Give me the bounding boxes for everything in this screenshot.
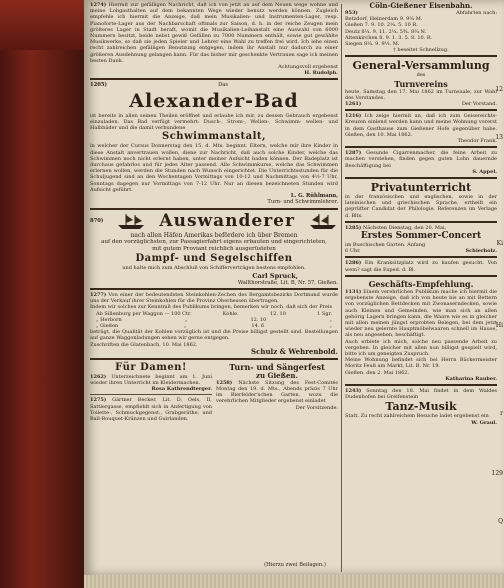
- rail-row: Siegen 8¼. 9. 9½. M.: [345, 41, 400, 48]
- emigrant-title: Auswanderer: [159, 210, 295, 231]
- divider-rule: [90, 394, 212, 395]
- lesson-title: Privatunterricht: [370, 181, 472, 195]
- spine-cover: [0, 0, 88, 50]
- meeting-text: heute, Samstag den 17. Mai 1862 im Turnsaale, zur Wahl des Vorstandes.: [345, 88, 497, 101]
- coal-text2: Indem wir solches zur Kenntniß des Publikums bringen, bemerken wir noch, daß sich der Preis: [90, 304, 333, 311]
- bottom-right-ads: [216, 362, 338, 422]
- business-title: Geschäfts-Empfehlung.: [368, 278, 474, 289]
- meeting-org: Turnvereins: [394, 78, 448, 89]
- coal-row-unit: „: [183, 323, 187, 330]
- concert-title: Erstes Sommer-Concert: [360, 231, 482, 242]
- column-divider: [341, 4, 342, 572]
- private-lesson-ad: [345, 181, 497, 219]
- ad-number: 1131): [345, 288, 362, 295]
- ad-text: Hiermit zur gefälligen Nachricht, daß ich von jetzt an auf dem Neuen wege wohne und meine Lohgasthalten auf dem bekannten Wege wieder benutz werden können. Zugleich empfehle ich hiermit die Anzeige, daß mein Musikalien- und Instrumenten-Lager, resp. Pianoforte-Lager aus der Nachbarschaft oftmals zur Saison, d. h. in der reiche Zeugen mein größeres Lager in Stadt beraft, womit die Musikalien-Leihanstalt eine Auswahl von 6000 Nummern besitzt, beide nebst gewiß Gefällen zu 7000 Nummern enthält, sowie gut gewählte Musikwerke, so daß sie jeden Spieler und Lehrer eine Wahl zu treffen frei wird. Ich lehe einen recht zahlreichen gefälligen Benutzung entgegen, indem ihr Anstalt nur dadurch zu einer größeren Ausdehnung gelangen kann. Für das bisher mir geschenkte Vertrauen sage ich meinen besten Dank.: [90, 2, 338, 64]
- ship-icon: [308, 212, 338, 230]
- coal-row-tail: 1 Sgr.: [317, 310, 332, 317]
- bath-signer: L. G. Rühlmann,: [290, 193, 338, 200]
- festival-text: Nächste Sitzung des Fest-Comités Montag den 19. d. Mts., Abends präzis 7 Uhr im Bierfelder'schen Garten, wozu die verehrlichen Mitglieder ergebenst einladet: [216, 379, 338, 405]
- business-date: Gießen, den 2. Mai 1862.: [345, 369, 410, 376]
- divider-rule: [90, 358, 338, 360]
- emigrant-line4: und halte mich zum Abschluß von Schifferverträgen bestens empfohlen.: [122, 265, 306, 272]
- right-column: [345, 2, 497, 572]
- bottom-ads: [90, 362, 338, 422]
- ad-number: 1287): [345, 150, 362, 157]
- left-column: [90, 2, 338, 572]
- ladies-text: Unterzeichnete beginnt am 1. Juni wieder ihren Unterricht im Kleidermachen.: [90, 373, 212, 387]
- emigrant-big: Dampf- und Segelschiffen: [135, 253, 293, 265]
- sick-text: Ein Kranksitzplatz wird zu kaufen gesucht. Von wem? sagt die Exped. d. Bl.: [345, 260, 497, 273]
- rail-row: Gießen 7. 9. 10. 2¼. 5. 10 R.: [345, 22, 418, 29]
- coal-text3: beträgt, die Qualität der Kohlen vorzüglich ist und die Preise billigst gestellt sind. Bestellungen auf ganze Waggonladungen sehen wir gerne entgegen.: [90, 329, 338, 342]
- business-ad: [345, 279, 497, 382]
- coal-row-price: 14. 6: [251, 323, 265, 330]
- notice-ad: [345, 113, 497, 144]
- margin-number: 13: [495, 134, 503, 141]
- coal-row-unit: „: [184, 316, 188, 323]
- divider-rule: [345, 55, 497, 57]
- rail-title: Cöln-Gießener Eisenbahn.: [369, 2, 473, 10]
- coal-text: Von einer der bedeutendsten Steinkohlen-Zechen des Bergamtsbezirks Dortmund wurde uns der Verkauf ihrer Steinkohlen für die Provinz Oberhessen übertragen.: [90, 292, 338, 305]
- coal-row-label: Ab Sillenburg per Waggon — 100 Ctr.: [96, 310, 192, 317]
- divider-rule: [345, 275, 497, 277]
- ad-number: 1285): [345, 224, 362, 231]
- margin-number: 12: [495, 86, 503, 93]
- cigar-text: Gesunde Cigarrenmacher, die feine Arbeit zu machen verstehen, finden gegen guten Lohn dauernde Beschäftigung bei: [345, 150, 497, 169]
- meeting-signer: Der Vorstand.: [461, 101, 497, 108]
- divider-rule: [90, 288, 338, 290]
- emigrant-signer: Carl Spruck,: [252, 271, 298, 280]
- meeting-title: General-Versammlung: [352, 59, 490, 73]
- festival-title: Turn- und Sängerfest: [229, 361, 325, 372]
- dance-text2: Statt. Zu recht zahlreichem Besuche ladet ergebenst ein: [345, 413, 489, 420]
- margin-number: Q: [498, 518, 503, 525]
- rail-row: Deutz 8¼. 9. 11. 2¼. 5¾. 8¼ N.: [345, 28, 427, 35]
- ad-number: 953): [345, 10, 358, 16]
- ad-signer: H. Rudolph.: [304, 70, 338, 77]
- page-edge: [84, 575, 504, 588]
- general-meeting-ad: [345, 59, 497, 107]
- ad-number: 1277): [90, 292, 107, 298]
- ship-icon: [116, 212, 146, 230]
- dance-text: Sonntag den 18. Mai findet in dem Waldes Dudenhofen bei Greifenstein: [345, 387, 497, 401]
- ladies-title: Für Damen!: [115, 361, 187, 373]
- supplement-note: (Hierzu zwei Beilagen.): [264, 562, 326, 568]
- divider-rule: [90, 208, 338, 210]
- bath-signer2: Turn- und Schwimmlehrer.: [267, 199, 338, 206]
- emigrant-line1: nach allen Häfen Amerikas befördere ich über Bremen: [130, 231, 298, 239]
- emigrant-line2: auf den vorzüglichsten, zur Passagierfahrt eigens erbauten und eingerichteten,: [101, 239, 327, 246]
- margin-number: r: [500, 410, 503, 417]
- ladies-signer: Rosa Kathrendterger.: [151, 386, 212, 393]
- coal-signer: Schulz & Wehrenbold.: [251, 346, 338, 356]
- divider-rule: [345, 109, 497, 111]
- meeting-sub: des: [416, 72, 426, 79]
- dance-ad: [345, 388, 497, 426]
- concert-signer: Schierholz.: [465, 248, 497, 255]
- business-text: Einem verehrlichen Publikum mache ich hiermit die ergebenste Anzeige, daß ich von heute bis an mit Bettern von vorzüglichen Bettdecken mit Zwonaserndecken, sowie auch Kleinen und Gemeinden, wie man sich an allen gehörig Lagern bringen kann, die Waare wie es in gleicher mit allen meinen jüngst erprobten Belegen, bei dem jetzt wieder neu gelernte Hauptmöbelwaaren schnell im Hause, als neu angesehen, beschäftigt.: [345, 288, 497, 339]
- bath-text2: in welcher der Cursus Donnerstag den 15. d. Mts. beginnt. Eltern, welche mir ihre Kinder in diese Anstalt anvertrauen wollen, diene zur Nachricht, daß auch solche Kinder, welche das Schwimmen noch nicht erlernt haben, unter meiner Aufsicht baden können. Der Badeplatz ist durchaus gefahrlos und für jedes Alter passend. Alle Schwimmkurse, welche das Schwimmen erlernen wollen, werden die Stunden nach Wunsch eingerichtet. Die Unterrichtsstunden für die Schuljugend sind an den Wochentagen Vormittags von 10-12 und Nachmittags von 4½-7 Uhr, Sonntags dagegen nur Vormittags von 7-12 Uhr. Nur an diesen bezeichneten Stunden wird Aufsicht geführt.: [90, 143, 338, 193]
- divider-rule: [345, 384, 497, 386]
- notice-signer: Theodor Frank.: [457, 138, 497, 145]
- rail-row: Betzdorf, Heinerdam 9. 9¼ M.: [345, 16, 423, 23]
- concert-place: im Buschischen Garten. Anfang: [345, 242, 426, 249]
- coal-row-tail: „: [329, 316, 332, 323]
- rail-sub: Abfahrten nach:: [456, 10, 497, 16]
- coal-row-label: „ Herborn: [96, 316, 122, 323]
- bath-subtitle: Schwimmanstalt,: [161, 131, 267, 143]
- cigar-ad: [345, 150, 497, 175]
- ad-number: 1205): [90, 82, 107, 89]
- coal-row-tail: „: [329, 323, 332, 330]
- rail-row: Altenkirchen 8. 9. 1. 3. 5. 8. 10. R.: [345, 34, 433, 41]
- lesson-text: in der französischen und englischen, sowie in der lateinischen und griechischen Sprache, ertheilt ein geprüfter Candidat der Philologie. Referenzen im Verlage d. Blts.: [345, 194, 497, 219]
- gardener-text: Gärtner Becker, Lit. D, Oels, II, Sattlergasse, empfiehlt sich in Anfertigung von Toilette-, Schmuckgegenst., Grabgeräthe, und Ball-Bouquet-Kränzen und Guirlanden.: [90, 397, 212, 423]
- emigrant-address: Wallthorstraße, Lit. B, Nr. 57, Gießen.: [237, 279, 338, 286]
- festival-place: zu Gießen.: [256, 370, 298, 380]
- coal-row-label: „ Gießen: [96, 323, 119, 330]
- sick-ad: [345, 260, 497, 272]
- coal-row-price: 12. 10: [250, 316, 267, 323]
- ad-number: 1216): [345, 113, 362, 120]
- dance-signer: W. Graul.: [471, 419, 497, 426]
- concert-text: Nächsten Dienstag, den 20. Mai,: [362, 224, 447, 231]
- divider-rule: [345, 146, 497, 148]
- ad-number: 1262): [90, 373, 107, 380]
- railway-ad: [345, 2, 497, 53]
- concert-ad: [345, 225, 497, 255]
- ad-number: 1261): [345, 101, 362, 108]
- ad-number: 1274): [90, 2, 107, 8]
- divider-rule: [345, 221, 497, 223]
- business-text2: Auch erbiete ich mich, solche neu passende Arbeit zu vergeben. In gleicher mit allen nun billigst gespielt wird, bitte ich um geneigten Zuspruch.: [345, 338, 497, 357]
- ad-signature: Achtungsvoll ergebenst: [278, 64, 338, 71]
- bottom-left-ads: [90, 362, 212, 422]
- coal-date: Zuschriften die Glatenbach, 10. Mai 1862.: [90, 341, 198, 348]
- festival-signer: Der Vorsitzende.: [295, 404, 338, 411]
- concert-time: 6 Uhr.: [345, 248, 361, 255]
- music-ad: [90, 2, 338, 76]
- emigrant-ad: [90, 212, 338, 286]
- ad-number: 870): [90, 218, 104, 225]
- ad-number: 1258): [216, 379, 233, 386]
- margin-number: Ki: [496, 240, 503, 247]
- ad-pre: Das: [218, 82, 228, 89]
- dance-title: Tanz-Musik: [385, 400, 457, 414]
- business-text3: Meine Wohnung befindet sich bei Herrn Bäckermeister Moritz Feuß am Markt, Lit. B. Nr. 19.: [345, 357, 497, 370]
- ad-number: 1243): [345, 387, 362, 394]
- coal-row-price: 12. 10: [269, 310, 286, 317]
- margin-number: 129: [491, 470, 503, 477]
- bath-title: Alexander-Bad: [129, 89, 299, 112]
- bath-ad: [90, 82, 338, 205]
- ad-number: 1286): [345, 260, 362, 267]
- book-spine: [0, 0, 88, 588]
- coal-row-unit: Kohle.: [222, 310, 239, 317]
- rail-note: † beseitet Schnellzug.: [393, 47, 449, 54]
- divider-rule: [345, 177, 497, 179]
- business-signer: Katharina Rauber.: [445, 375, 497, 382]
- emigrant-line3: mit gutem Proviant reichlich ausgerüsteten: [152, 246, 276, 253]
- coal-ad: [90, 292, 338, 356]
- cigar-signer: S. Appel.: [472, 168, 497, 175]
- bath-text: ist bereits in allen seinen Theilen eröffnet und erlaube ich mir, zu dessen Gebrauch ergebenst einzuladen. Das Bad verfügt vermehrt: Dusch-, Strom-, Wellen-, Schwimm- wellen- und Halbbäder und die damit verbundene: [90, 112, 338, 132]
- notice-text: Ich zeige hiermit an, daß ich zum Geisereichts-Kreuzen einlend werden kann und meine Wohnung vorerst in dem Gasthause zum Gießener Hofe gegenüber habe. Gießen, den 10. Mai 1862.: [345, 113, 497, 138]
- margin-number: Hi: [495, 322, 503, 329]
- divider-rule: [90, 78, 338, 80]
- ad-number: 1275): [90, 397, 107, 404]
- divider-rule: [345, 256, 497, 258]
